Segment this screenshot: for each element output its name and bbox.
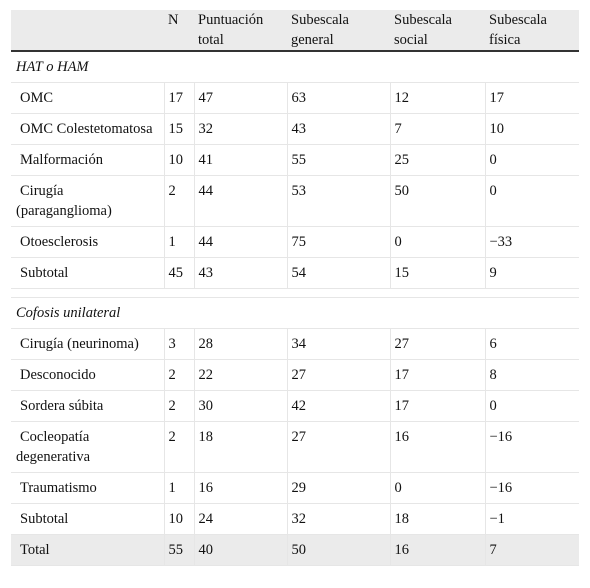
table-body: [11, 51, 579, 566]
value-cell-total: 16: [194, 473, 287, 504]
table-row: [11, 145, 579, 176]
row-label-cell: Cirugía (neurinoma): [11, 329, 164, 360]
row-label-cell: OMC: [11, 83, 164, 114]
section-header-row: [11, 298, 579, 329]
value-cell-general: 42: [287, 391, 390, 422]
row-label-cell: OMC Colestetomatosa: [11, 114, 164, 145]
table-row: [11, 473, 579, 504]
value-cell-general: 29: [287, 473, 390, 504]
value-cell-social: 18: [390, 504, 485, 535]
row-label-cell: Malformación: [11, 145, 164, 176]
value-cell-n: 2: [164, 422, 194, 473]
value-cell-fisica: 7: [485, 535, 579, 566]
value-cell-total: 44: [194, 176, 287, 227]
table-row: [11, 83, 579, 114]
value-cell-social: 27: [390, 329, 485, 360]
value-cell-total: 30: [194, 391, 287, 422]
row-label-cell: Otoesclerosis: [11, 227, 164, 258]
value-cell-total: 41: [194, 145, 287, 176]
value-cell-social: 25: [390, 145, 485, 176]
row-label-cell: Subtotal: [11, 258, 164, 289]
value-cell-fisica: −1: [485, 504, 579, 535]
value-cell-social: 17: [390, 360, 485, 391]
value-cell-n: 1: [164, 473, 194, 504]
table-row: [11, 114, 579, 145]
value-cell-social: 0: [390, 227, 485, 258]
table-row: [11, 329, 579, 360]
value-cell-total: 22: [194, 360, 287, 391]
value-cell-general: 50: [287, 535, 390, 566]
value-cell-general: 32: [287, 504, 390, 535]
value-cell-total: 40: [194, 535, 287, 566]
value-cell-n: 10: [164, 145, 194, 176]
row-label-cell: Cirugía (paraganglioma): [11, 176, 164, 227]
section-header-row: [11, 51, 579, 83]
value-cell-fisica: 8: [485, 360, 579, 391]
results-table-container: [11, 10, 579, 566]
value-cell-fisica: 0: [485, 145, 579, 176]
spacer-cell: [11, 289, 579, 298]
section-title: Cofosis unilateral: [11, 298, 579, 329]
value-cell-general: 43: [287, 114, 390, 145]
value-cell-general: 53: [287, 176, 390, 227]
value-cell-general: 27: [287, 360, 390, 391]
value-cell-total: 43: [194, 258, 287, 289]
value-cell-fisica: 0: [485, 176, 579, 227]
value-cell-total: 32: [194, 114, 287, 145]
header-cell-physical-subscale: Subescala física: [485, 10, 579, 51]
value-cell-fisica: −16: [485, 473, 579, 504]
value-cell-social: 7: [390, 114, 485, 145]
value-cell-general: 27: [287, 422, 390, 473]
section-spacer-row: [11, 289, 579, 298]
row-label-cell: Subtotal: [11, 504, 164, 535]
row-label-cell: Traumatismo: [11, 473, 164, 504]
value-cell-fisica: 9: [485, 258, 579, 289]
header-cell-empty: [11, 10, 164, 51]
subtotal-row: [11, 504, 579, 535]
value-cell-social: 16: [390, 422, 485, 473]
table-row: [11, 227, 579, 258]
subtotal-row: [11, 258, 579, 289]
value-cell-social: 16: [390, 535, 485, 566]
value-cell-fisica: 0: [485, 391, 579, 422]
row-label-cell: Total: [11, 535, 164, 566]
table-header: [11, 10, 579, 51]
value-cell-n: 2: [164, 391, 194, 422]
value-cell-general: 54: [287, 258, 390, 289]
value-cell-fisica: −33: [485, 227, 579, 258]
value-cell-total: 28: [194, 329, 287, 360]
results-table: [11, 10, 579, 566]
value-cell-n: 2: [164, 360, 194, 391]
value-cell-social: 50: [390, 176, 485, 227]
value-cell-n: 10: [164, 504, 194, 535]
value-cell-social: 0: [390, 473, 485, 504]
value-cell-social: 17: [390, 391, 485, 422]
header-row: [11, 10, 579, 51]
value-cell-n: 17: [164, 83, 194, 114]
header-cell-n: N: [164, 10, 194, 51]
value-cell-n: 1: [164, 227, 194, 258]
table-row: [11, 360, 579, 391]
header-cell-general-subscale: Subescala general: [287, 10, 390, 51]
table-row: [11, 176, 579, 227]
value-cell-n: 15: [164, 114, 194, 145]
header-cell-social-subscale: Subescala social: [390, 10, 485, 51]
value-cell-n: 45: [164, 258, 194, 289]
value-cell-general: 75: [287, 227, 390, 258]
value-cell-social: 12: [390, 83, 485, 114]
value-cell-total: 44: [194, 227, 287, 258]
header-cell-total-score: Puntuación total: [194, 10, 287, 51]
value-cell-n: 3: [164, 329, 194, 360]
value-cell-general: 63: [287, 83, 390, 114]
value-cell-n: 2: [164, 176, 194, 227]
row-label-cell: Cocleopatía degenerativa: [11, 422, 164, 473]
section-title: HAT o HAM: [11, 51, 579, 83]
value-cell-fisica: 10: [485, 114, 579, 145]
value-cell-n: 55: [164, 535, 194, 566]
value-cell-total: 24: [194, 504, 287, 535]
value-cell-general: 55: [287, 145, 390, 176]
value-cell-fisica: 17: [485, 83, 579, 114]
value-cell-fisica: −16: [485, 422, 579, 473]
table-row: [11, 422, 579, 473]
row-label-cell: Desconocido: [11, 360, 164, 391]
value-cell-total: 47: [194, 83, 287, 114]
value-cell-general: 34: [287, 329, 390, 360]
value-cell-social: 15: [390, 258, 485, 289]
total-row: [11, 535, 579, 566]
value-cell-fisica: 6: [485, 329, 579, 360]
value-cell-total: 18: [194, 422, 287, 473]
table-row: [11, 391, 579, 422]
row-label-cell: Sordera súbita: [11, 391, 164, 422]
